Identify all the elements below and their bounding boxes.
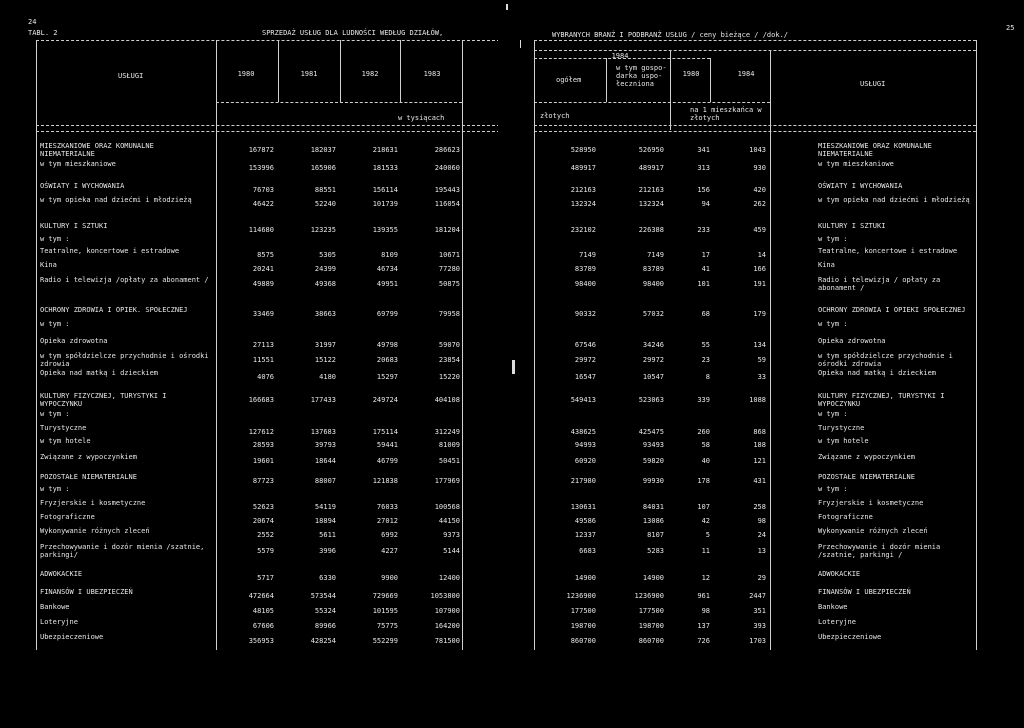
row-label-right: w tym hotele <box>818 437 869 445</box>
cell-total-1984: 90332 <box>574 310 596 318</box>
cell-value: 153996 <box>248 164 274 172</box>
cell-socialized-1984: 29972 <box>642 356 664 364</box>
cell-per-capita-1980: 107 <box>697 503 710 511</box>
cell-socialized-1984: 226388 <box>638 226 664 234</box>
cell-per-capita-1980: 178 <box>697 477 710 485</box>
row-label: OCHRONY ZDROWIA I OPIEK. SPOŁECZNEJ <box>40 306 188 314</box>
cell-socialized-1984: 98400 <box>642 280 664 288</box>
cell-per-capita-1984: 59 <box>757 356 766 364</box>
col-header-pc-1980: 1980 <box>682 70 700 78</box>
cell-value: 55324 <box>314 607 336 615</box>
cell-total-1984: 177500 <box>570 607 596 615</box>
cell-total-1984: 217980 <box>570 477 596 485</box>
cell-value: 8575 <box>257 251 274 259</box>
row-label-right: KULTURY FIZYCZNEJ, TURYSTYKI I WYPOCZYNKU <box>818 392 945 408</box>
cell-value: 573544 <box>310 592 336 600</box>
cell-socialized-1984: 8107 <box>647 531 664 539</box>
col-header-1981: 1981 <box>300 70 318 78</box>
cell-socialized-1984: 1236900 <box>634 592 664 600</box>
cell-value: 137683 <box>310 428 336 436</box>
cell-per-capita-1984: 1703 <box>749 637 766 645</box>
cell-value: 49951 <box>376 280 398 288</box>
cell-value: 177433 <box>310 396 336 404</box>
cell-socialized-1984: 489917 <box>638 164 664 172</box>
cell-per-capita-1984: 29 <box>757 574 766 582</box>
cell-per-capita-1980: 8 <box>705 373 710 381</box>
row-label-right: Wykonywanie różnych zleceń <box>818 527 928 535</box>
cell-value: 9373 <box>443 531 460 539</box>
cell-value: 28593 <box>252 441 274 449</box>
row-label-right: Związane z wypoczynkiem <box>818 453 915 461</box>
row-label: Teatralne, koncertowe i estradowe <box>40 247 180 255</box>
cell-per-capita-1980: 961 <box>697 592 710 600</box>
cell-value: 100568 <box>434 503 460 511</box>
cell-socialized-1984: 860700 <box>638 637 664 645</box>
cell-socialized-1984: 425475 <box>638 428 664 436</box>
row-label: OŚWIATY I WYCHOWANIA <box>40 182 125 190</box>
cell-per-capita-1984: 24 <box>757 531 766 539</box>
cell-total-1984: 98400 <box>574 280 596 288</box>
cell-value: 181204 <box>434 226 460 234</box>
cell-total-1984: 6683 <box>579 547 596 555</box>
cell-value: 15297 <box>376 373 398 381</box>
col-header-1984: 1984 <box>611 52 629 60</box>
cell-total-1984: 83789 <box>574 265 596 273</box>
row-label: Radio i telewizja /opłaty za abonament / <box>40 276 209 284</box>
unit-per-capita: na 1 mieszkańca w złotych <box>690 106 762 122</box>
row-label-right: Opieka nad matką i dzieckiem <box>818 369 937 377</box>
cell-value: 39793 <box>314 441 336 449</box>
cell-value: 50875 <box>438 280 460 288</box>
cell-total-1984: 14900 <box>574 574 596 582</box>
row-label: Fotograficzne <box>40 513 95 521</box>
cell-socialized-1984: 198700 <box>638 622 664 630</box>
cell-per-capita-1980: 98 <box>701 607 710 615</box>
cell-value: 116054 <box>434 200 460 208</box>
unit-zl: złotych <box>540 112 570 120</box>
row-label: Kina <box>40 261 57 269</box>
row-label-right: w tym : <box>818 485 848 493</box>
cell-value: 356953 <box>248 637 274 645</box>
cell-per-capita-1980: 42 <box>701 517 710 525</box>
cell-value: 312249 <box>434 428 460 436</box>
cell-per-capita-1980: 40 <box>701 457 710 465</box>
cell-value: 54119 <box>314 503 336 511</box>
cell-value: 18894 <box>314 517 336 525</box>
cell-value: 23854 <box>438 356 460 364</box>
cell-value: 69799 <box>376 310 398 318</box>
cell-value: 165906 <box>310 164 336 172</box>
row-label-right: KULTURY I SZTUKI <box>818 222 886 230</box>
cell-value: 166683 <box>248 396 274 404</box>
cell-per-capita-1984: 1043 <box>749 146 766 154</box>
cell-socialized-1984: 7149 <box>647 251 664 259</box>
cell-value: 552299 <box>372 637 398 645</box>
row-label-right: Fotograficzne <box>818 513 873 521</box>
cell-value: 48105 <box>252 607 274 615</box>
cell-value: 11551 <box>252 356 274 364</box>
cell-value: 177969 <box>434 477 460 485</box>
row-label-right: Opieka zdrowotna <box>818 337 886 345</box>
cell-per-capita-1980: 313 <box>697 164 710 172</box>
col-header-1983: 1983 <box>423 70 441 78</box>
cell-total-1984: 1236900 <box>566 592 596 600</box>
cell-total-1984: 232102 <box>570 226 596 234</box>
row-label: ADWOKACKIE <box>40 570 83 578</box>
cell-total-1984: 16547 <box>574 373 596 381</box>
cell-value: 218631 <box>372 146 398 154</box>
cell-value: 167872 <box>248 146 274 154</box>
row-label-right: MIESZKANIOWE ORAZ KOMUNALNE NIEMATERIALNE <box>818 142 932 158</box>
cell-value: 4180 <box>319 373 336 381</box>
cell-value: 164200 <box>434 622 460 630</box>
cell-per-capita-1980: 260 <box>697 428 710 436</box>
row-label-right: w tym mieszkaniowe <box>818 160 894 168</box>
cell-per-capita-1984: 191 <box>753 280 766 288</box>
row-label-right: Bankowe <box>818 603 848 611</box>
row-label: Bankowe <box>40 603 70 611</box>
cell-per-capita-1980: 233 <box>697 226 710 234</box>
row-label-right: Teatralne, koncertowe i estradowe <box>818 247 958 255</box>
row-label-right: ADWOKACKIE <box>818 570 861 578</box>
cell-value: 101739 <box>372 200 398 208</box>
row-label: Fryzjerskie i kosmetyczne <box>40 499 146 507</box>
cell-per-capita-1984: 431 <box>753 477 766 485</box>
row-label-right: Kina <box>818 261 835 269</box>
cell-value: 49368 <box>314 280 336 288</box>
cell-total-1984: 29972 <box>574 356 596 364</box>
cell-per-capita-1984: 2447 <box>749 592 766 600</box>
cell-per-capita-1980: 68 <box>701 310 710 318</box>
cell-value: 3996 <box>319 547 336 555</box>
cell-per-capita-1980: 5 <box>705 531 710 539</box>
row-label: Loteryjne <box>40 618 78 626</box>
row-label: Związane z wypoczynkiem <box>40 453 137 461</box>
cell-per-capita-1980: 12 <box>701 574 710 582</box>
cell-total-1984: 60920 <box>574 457 596 465</box>
cell-socialized-1984: 83789 <box>642 265 664 273</box>
cell-per-capita-1984: 121 <box>753 457 766 465</box>
row-label: POZOSTAŁE NIEMATERIALNE <box>40 473 137 481</box>
cell-value: 12400 <box>438 574 460 582</box>
cell-total-1984: 67546 <box>574 341 596 349</box>
col-header-services-right: USŁUGI <box>860 80 886 88</box>
col-header-1980: 1980 <box>237 70 255 78</box>
cell-per-capita-1980: 55 <box>701 341 710 349</box>
cell-value: 18644 <box>314 457 336 465</box>
cell-value: 123235 <box>310 226 336 234</box>
cell-value: 195443 <box>434 186 460 194</box>
row-label: KULTURY FIZYCZNEJ, TURYSTYKI I WYPOCZYNKU <box>40 392 167 408</box>
cell-socialized-1984: 13086 <box>642 517 664 525</box>
cell-per-capita-1984: 459 <box>753 226 766 234</box>
cell-socialized-1984: 84031 <box>642 503 664 511</box>
cell-value: 81009 <box>438 441 460 449</box>
row-label: w tym : <box>40 485 70 493</box>
row-label-right: Przechowywanie i dozór mienia /szatnie, parkingi / <box>818 543 941 559</box>
cell-value: 2552 <box>257 531 274 539</box>
cell-per-capita-1984: 258 <box>753 503 766 511</box>
cell-value: 121838 <box>372 477 398 485</box>
cell-value: 79958 <box>438 310 460 318</box>
cell-value: 1053800 <box>430 592 460 600</box>
cell-per-capita-1984: 13 <box>757 547 766 555</box>
row-label: w tym mieszkaniowe <box>40 160 116 168</box>
cell-per-capita-1980: 58 <box>701 441 710 449</box>
cell-socialized-1984: 34246 <box>642 341 664 349</box>
cell-value: 20674 <box>252 517 274 525</box>
cell-value: 729669 <box>372 592 398 600</box>
cell-value: 404108 <box>434 396 460 404</box>
cell-socialized-1984: 177500 <box>638 607 664 615</box>
cell-per-capita-1984: 166 <box>753 265 766 273</box>
row-label: w tym opieka nad dziećmi i młodzieżą <box>40 196 192 204</box>
cell-total-1984: 212163 <box>570 186 596 194</box>
cell-per-capita-1980: 17 <box>701 251 710 259</box>
cell-value: 52623 <box>252 503 274 511</box>
row-label: KULTURY I SZTUKI <box>40 222 108 230</box>
row-label: w tym : <box>40 410 70 418</box>
cell-socialized-1984: 57032 <box>642 310 664 318</box>
cell-socialized-1984: 132324 <box>638 200 664 208</box>
row-label: Opieka nad matką i dzieckiem <box>40 369 159 377</box>
page-number-right: 25 <box>1006 24 1015 32</box>
cell-value: 19601 <box>252 457 274 465</box>
cell-value: 156114 <box>372 186 398 194</box>
cell-value: 15122 <box>314 356 336 364</box>
cell-value: 46422 <box>252 200 274 208</box>
cell-per-capita-1984: 33 <box>757 373 766 381</box>
cell-value: 59070 <box>438 341 460 349</box>
row-label: w tym : <box>40 320 70 328</box>
cell-value: 101595 <box>372 607 398 615</box>
cell-value: 8109 <box>381 251 398 259</box>
cell-socialized-1984: 212163 <box>638 186 664 194</box>
row-label-right: Fryzjerskie i kosmetyczne <box>818 499 924 507</box>
cell-value: 76703 <box>252 186 274 194</box>
cell-per-capita-1984: 98 <box>757 517 766 525</box>
cell-value: 114680 <box>248 226 274 234</box>
cell-value: 44150 <box>438 517 460 525</box>
col-header-1982: 1982 <box>361 70 379 78</box>
row-label: Wykonywanie różnych zleceń <box>40 527 150 535</box>
unit-thousands: w tysiącach <box>398 114 445 122</box>
cell-per-capita-1984: 420 <box>753 186 766 194</box>
cell-value: 20683 <box>376 356 398 364</box>
cell-total-1984: 12337 <box>574 531 596 539</box>
cell-value: 5305 <box>319 251 336 259</box>
cell-per-capita-1980: 341 <box>697 146 710 154</box>
cell-total-1984: 130631 <box>570 503 596 511</box>
cell-value: 76033 <box>376 503 398 511</box>
row-label-right: OŚWIATY I WYCHOWANIA <box>818 182 903 190</box>
cell-socialized-1984: 14900 <box>642 574 664 582</box>
cell-value: 175114 <box>372 428 398 436</box>
row-label-right: Turystyczne <box>818 424 865 432</box>
row-label: FINANSÓW I UBEZPIECZEŃ <box>40 588 133 596</box>
cell-value: 6992 <box>381 531 398 539</box>
row-label-right: w tym : <box>818 320 848 328</box>
cell-value: 38663 <box>314 310 336 318</box>
row-label-right: Loteryjne <box>818 618 856 626</box>
row-label-right: POZOSTAŁE NIEMATERIALNE <box>818 473 915 481</box>
cell-total-1984: 94993 <box>574 441 596 449</box>
cell-total-1984: 198700 <box>570 622 596 630</box>
cell-value: 88551 <box>314 186 336 194</box>
row-label: Opieka zdrowotna <box>40 337 108 345</box>
cell-total-1984: 860700 <box>570 637 596 645</box>
cell-per-capita-1984: 930 <box>753 164 766 172</box>
cell-total-1984: 438625 <box>570 428 596 436</box>
cell-socialized-1984: 523063 <box>638 396 664 404</box>
cell-value: 89966 <box>314 622 336 630</box>
row-label-right: w tym opieka nad dziećmi i młodzieżą <box>818 196 970 204</box>
row-label-right: FINANSÓW I UBEZPIECZEŃ <box>818 588 911 596</box>
cell-value: 249724 <box>372 396 398 404</box>
cell-value: 46799 <box>376 457 398 465</box>
cell-per-capita-1980: 101 <box>697 280 710 288</box>
cell-value: 781500 <box>434 637 460 645</box>
cell-socialized-1984: 99930 <box>642 477 664 485</box>
cell-value: 181533 <box>372 164 398 172</box>
row-label-right: w tym : <box>818 410 848 418</box>
row-label: w tym hotele <box>40 437 91 445</box>
cell-value: 182037 <box>310 146 336 154</box>
cell-value: 472664 <box>248 592 274 600</box>
cell-per-capita-1984: 14 <box>757 251 766 259</box>
row-label: w tym : <box>40 235 70 243</box>
cell-value: 5579 <box>257 547 274 555</box>
cell-per-capita-1984: 188 <box>753 441 766 449</box>
cell-value: 15220 <box>438 373 460 381</box>
cell-socialized-1984: 5283 <box>647 547 664 555</box>
cell-value: 27012 <box>376 517 398 525</box>
cell-value: 52240 <box>314 200 336 208</box>
cell-per-capita-1980: 94 <box>701 200 710 208</box>
left-title: SPRZEDAŻ USŁUG DLA LUDNOŚCI WEDŁUG DZIAŁÓW, <box>262 29 444 37</box>
cell-per-capita-1984: 868 <box>753 428 766 436</box>
cell-value: 4076 <box>257 373 274 381</box>
cell-value: 9900 <box>381 574 398 582</box>
cell-per-capita-1980: 156 <box>697 186 710 194</box>
col-header-services-left: USŁUGI <box>118 72 144 80</box>
cell-per-capita-1980: 41 <box>701 265 710 273</box>
cell-value: 139355 <box>372 226 398 234</box>
cell-value: 67606 <box>252 622 274 630</box>
row-label-right: w tym : <box>818 235 848 243</box>
row-label: w tym spółdzielcze przychodnie i ośrodki zdrowia <box>40 352 209 368</box>
cell-value: 107900 <box>434 607 460 615</box>
cell-value: 77280 <box>438 265 460 273</box>
cell-total-1984: 549413 <box>570 396 596 404</box>
row-label: Turystyczne <box>40 424 87 432</box>
cell-per-capita-1980: 11 <box>701 547 710 555</box>
cell-value: 5717 <box>257 574 274 582</box>
row-label: Ubezpieczeniowe <box>40 633 104 641</box>
cell-per-capita-1980: 339 <box>697 396 710 404</box>
row-label-right: w tym spółdzielcze przychodnie i ośrodki zdrowia <box>818 352 953 368</box>
row-label-right: OCHRONY ZDROWIA I OPIEKI SPOŁECZNEJ <box>818 306 966 314</box>
cell-value: 6330 <box>319 574 336 582</box>
cell-value: 4227 <box>381 547 398 555</box>
cell-per-capita-1980: 23 <box>701 356 710 364</box>
cell-value: 88007 <box>314 477 336 485</box>
right-title: WYBRANYCH BRANŻ I PODBRANŻ USŁUG / ceny bieżące / /dok./ <box>552 31 789 39</box>
cell-socialized-1984: 59820 <box>642 457 664 465</box>
cell-value: 87723 <box>252 477 274 485</box>
col-header-total: ogółem <box>556 76 582 84</box>
cell-total-1984: 132324 <box>570 200 596 208</box>
cell-value: 46734 <box>376 265 398 273</box>
cell-value: 24399 <box>314 265 336 273</box>
cell-per-capita-1984: 262 <box>753 200 766 208</box>
cell-value: 75775 <box>376 622 398 630</box>
cell-per-capita-1980: 726 <box>697 637 710 645</box>
cell-value: 49798 <box>376 341 398 349</box>
cell-value: 10671 <box>438 251 460 259</box>
page-number-left: 24 <box>28 18 37 26</box>
cell-value: 428254 <box>310 637 336 645</box>
cell-total-1984: 49586 <box>574 517 596 525</box>
cell-total-1984: 489917 <box>570 164 596 172</box>
cell-per-capita-1984: 1088 <box>749 396 766 404</box>
cell-value: 5611 <box>319 531 336 539</box>
row-label: Przechowywanie i dozór mienia /szatnie, parkingi/ <box>40 543 205 559</box>
cell-value: 49889 <box>252 280 274 288</box>
cell-value: 59441 <box>376 441 398 449</box>
cell-per-capita-1980: 137 <box>697 622 710 630</box>
cell-value: 127612 <box>248 428 274 436</box>
cell-total-1984: 7149 <box>579 251 596 259</box>
cell-value: 50451 <box>438 457 460 465</box>
cell-socialized-1984: 10547 <box>642 373 664 381</box>
col-header-socialized: w tym gospo-darka uspo-łeczniona <box>616 64 667 88</box>
cell-value: 20241 <box>252 265 274 273</box>
cell-per-capita-1984: 179 <box>753 310 766 318</box>
cell-value: 286623 <box>434 146 460 154</box>
cell-value: 31997 <box>314 341 336 349</box>
row-label: MIESZKANIOWE ORAZ KOMUNALNE NIEMATERIALNE <box>40 142 154 158</box>
col-header-pc-1984: 1984 <box>737 70 755 78</box>
cell-value: 27113 <box>252 341 274 349</box>
table-label: TABL. 2 <box>28 29 58 37</box>
cell-value: 240060 <box>434 164 460 172</box>
cell-per-capita-1984: 134 <box>753 341 766 349</box>
cell-socialized-1984: 526950 <box>638 146 664 154</box>
cell-per-capita-1984: 351 <box>753 607 766 615</box>
cell-per-capita-1984: 393 <box>753 622 766 630</box>
cell-socialized-1984: 93493 <box>642 441 664 449</box>
cell-total-1984: 528950 <box>570 146 596 154</box>
row-label-right: Ubezpieczeniowe <box>818 633 882 641</box>
cell-value: 33469 <box>252 310 274 318</box>
row-label-right: Radio i telewizja / opłaty za abonament / <box>818 276 941 292</box>
cell-value: 5144 <box>443 547 460 555</box>
